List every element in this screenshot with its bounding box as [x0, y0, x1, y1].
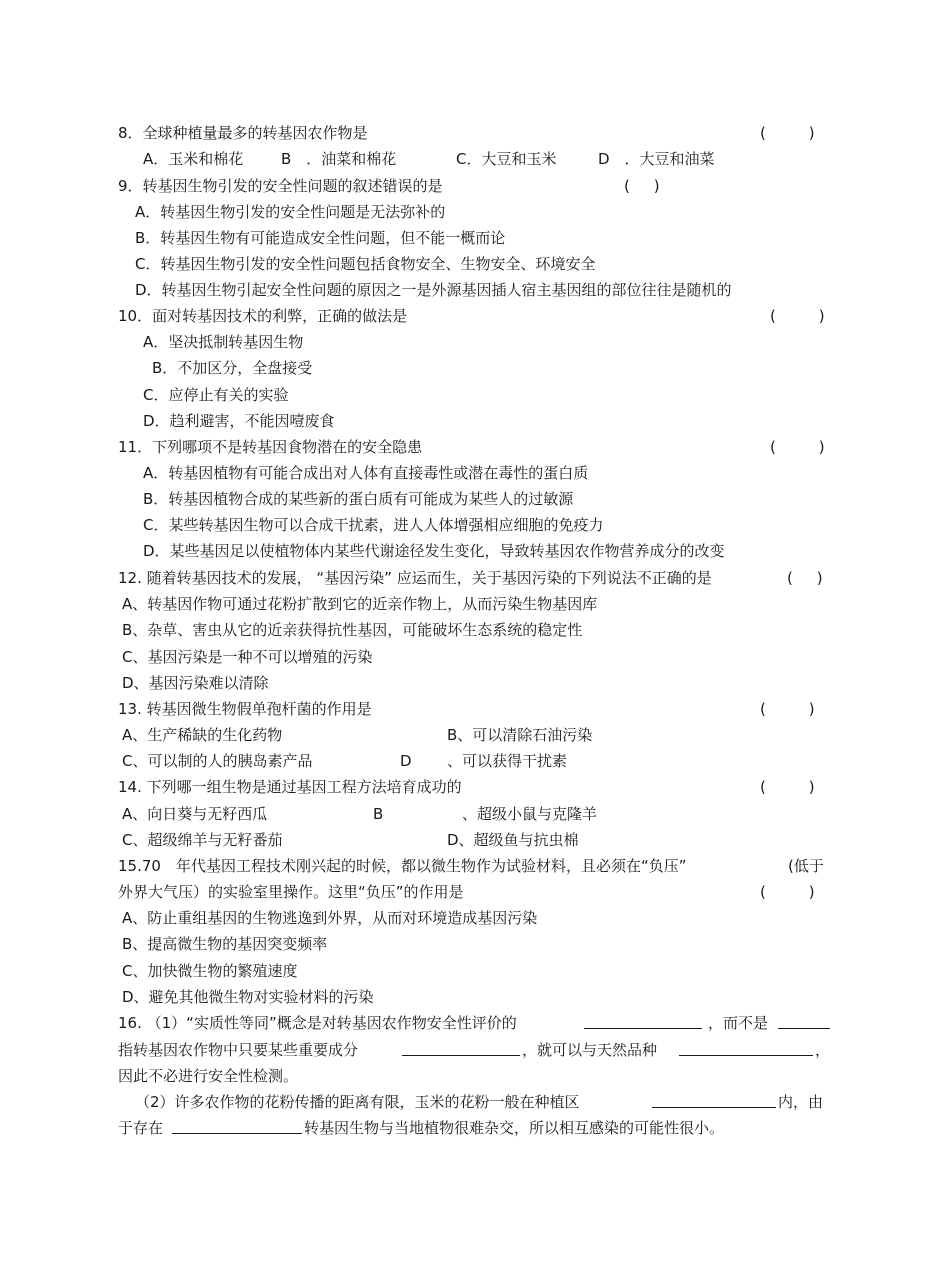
q16-line2-text-b: ，就可以与天然品种	[522, 1041, 658, 1059]
q9-option-c[interactable]: C．转基因生物引发的安全性问题包括食物安全、生物安全、环境安全	[135, 255, 596, 273]
q11-answer-bracket[interactable]: ( )	[770, 438, 825, 456]
q12-option-a[interactable]: A、转基因作物可通过花粉扩散到它的近亲作物上，从而污染生物基因库	[122, 595, 598, 613]
q12-stem: 12. 随着转基因技术的发展， “基因污染” 应运而生，关于基因污染的下列说法不正确的是	[118, 569, 712, 587]
q14-option-d[interactable]: D、超级鱼与抗虫棉	[447, 831, 579, 849]
q15-option-a[interactable]: A、防止重组基因的生物逃逸到外界，从而对环境造成基因污染	[122, 909, 538, 927]
q16-line5-text-b: 转基因生物与当地植物很难杂交，所以相互感染的可能性很小。	[304, 1119, 725, 1137]
q16-line5-text-a: 于存在	[118, 1119, 164, 1137]
q15-stem-line1-tail: (低于	[788, 857, 824, 875]
q9-option-b[interactable]: B．转基因生物有可能造成安全性问题，但不能一概而论	[135, 229, 506, 247]
q8-option-c[interactable]: C．大豆和玉米	[456, 150, 557, 168]
q10-option-a[interactable]: A．坚决抵制转基因生物	[143, 333, 304, 351]
q12-option-d[interactable]: D、基因污染难以清除	[122, 674, 269, 692]
q8-option-d[interactable]: D ．大豆和油菜	[598, 150, 715, 168]
q14-answer-bracket[interactable]: ( )	[760, 778, 815, 796]
q16-line1-text-b: ，而不是	[708, 1014, 769, 1032]
q9-stem: 9．转基因生物引发的安全性问题的叙述错误的是	[118, 177, 443, 195]
q15-option-b[interactable]: B、提高微生物的基因突变频率	[122, 935, 328, 953]
q10-option-d[interactable]: D．趋利避害，不能因噎废食	[143, 412, 335, 430]
q9-answer-bracket[interactable]: ( )	[624, 177, 660, 195]
q16-line4-text-a: （2）许多农作物的花粉传播的距离有限，玉米的花粉一般在种植区	[135, 1093, 580, 1111]
q16-line3: 因此不必进行安全性检测。	[118, 1067, 299, 1085]
q13-answer-bracket[interactable]: ( )	[760, 700, 815, 718]
q11-option-c[interactable]: C．某些转基因生物可以合成干扰素，进人人体增强相应细胞的免疫力	[143, 516, 604, 534]
q9-option-d[interactable]: D．转基因生物引起安全性问题的原因之一是外源基因插人宿主基因组的部位往往是随机的	[135, 281, 732, 299]
q11-option-b[interactable]: B．转基因植物合成的某些新的蛋白质有可能成为某些人的过敏源	[143, 490, 574, 508]
q8-option-b[interactable]: B ．油菜和棉花	[281, 150, 397, 168]
q8-answer-bracket[interactable]: ( )	[760, 124, 815, 142]
q13-option-a[interactable]: A、生产稀缺的生化药物	[122, 726, 283, 744]
q14-option-a[interactable]: A、向日葵与无籽西瓜	[122, 805, 268, 823]
q14-option-c[interactable]: C、超级绵羊与无籽番茄	[122, 831, 283, 849]
q11-stem: 11．下列哪项不是转基因食物潜在的安全隐患	[118, 438, 423, 456]
q10-option-c[interactable]: C．应停止有关的实验	[143, 386, 289, 404]
q13-option-d-text[interactable]: 、可以获得干扰素	[447, 752, 568, 770]
q13-option-d-letter[interactable]: D	[400, 752, 412, 770]
q16-blank-4[interactable]	[679, 1040, 813, 1060]
q14-option-b-text[interactable]: 、超级小鼠与克隆羊	[462, 805, 598, 823]
q12-option-b[interactable]: B、杂草、害虫从它的近亲获得抗性基因，可能破坏生态系统的稳定性	[122, 621, 583, 639]
q16-line2-text-a: 指转基因农作物中只要某些重要成分	[118, 1041, 359, 1059]
q16-blank-6[interactable]	[172, 1118, 302, 1138]
q11-option-a[interactable]: A．转基因植物有可能合成出对人体有直接毒性或潜在毒性的蛋白质	[143, 464, 589, 482]
q15-stem-line2: 外界大气压）的实验室里操作。这里“负压”的作用是	[118, 883, 464, 901]
q15-stem-line1: 15.70 年代基因工程技术刚兴起的时候，都以微生物作为试验材料，且必须在“负压”	[118, 857, 687, 875]
q8-option-a[interactable]: A．玉米和棉花	[143, 150, 244, 168]
q13-stem: 13. 转基因微生物假单孢杆菌的作用是	[118, 700, 372, 718]
q16-blank-3[interactable]	[402, 1040, 520, 1060]
q13-option-c[interactable]: C、可以制的人的胰岛素产品	[122, 752, 313, 770]
q10-option-b[interactable]: B．不加区分，全盘接受	[152, 359, 313, 377]
q15-option-d[interactable]: D、避免其他微生物对实验材料的污染	[122, 988, 374, 1006]
q16-line4-text-b: 内，由	[778, 1093, 824, 1111]
q14-option-b-letter[interactable]: B	[373, 805, 384, 823]
q16-blank-1[interactable]	[584, 1013, 702, 1033]
q10-answer-bracket[interactable]: ( )	[770, 307, 825, 325]
q14-stem: 14. 下列哪一组生物是通过基因工程方法培育成功的	[118, 778, 462, 796]
q10-stem: 10．面对转基因技术的利弊，正确的做法是	[118, 307, 408, 325]
q9-option-a[interactable]: A．转基因生物引发的安全性问题是无法弥补的	[135, 203, 446, 221]
q11-option-d[interactable]: D．某些基因足以使植物体内某些代谢途径发生变化，导致转基因农作物营养成分的改变	[143, 542, 725, 560]
q13-option-b[interactable]: B、可以清除石油污染	[447, 726, 593, 744]
q15-answer-bracket[interactable]: ( )	[760, 883, 815, 901]
q15-option-c[interactable]: C、加快微生物的繁殖速度	[122, 962, 298, 980]
q16-blank-5[interactable]	[652, 1092, 776, 1112]
q16-blank-2[interactable]	[778, 1013, 830, 1033]
q12-option-c[interactable]: C、基因污染是一种不可以增殖的污染	[122, 648, 373, 666]
q16-line2-text-c: ，	[815, 1041, 831, 1059]
q16-line1	[118, 1013, 517, 1033]
q16-line1-text-a: 16. （1）“实质性等同”概念是对转基因农作物安全性评价的	[118, 1014, 517, 1032]
q12-answer-bracket[interactable]: ( )	[787, 569, 823, 587]
q8-stem: 8．全球种植量最多的转基因农作物是	[118, 124, 368, 142]
